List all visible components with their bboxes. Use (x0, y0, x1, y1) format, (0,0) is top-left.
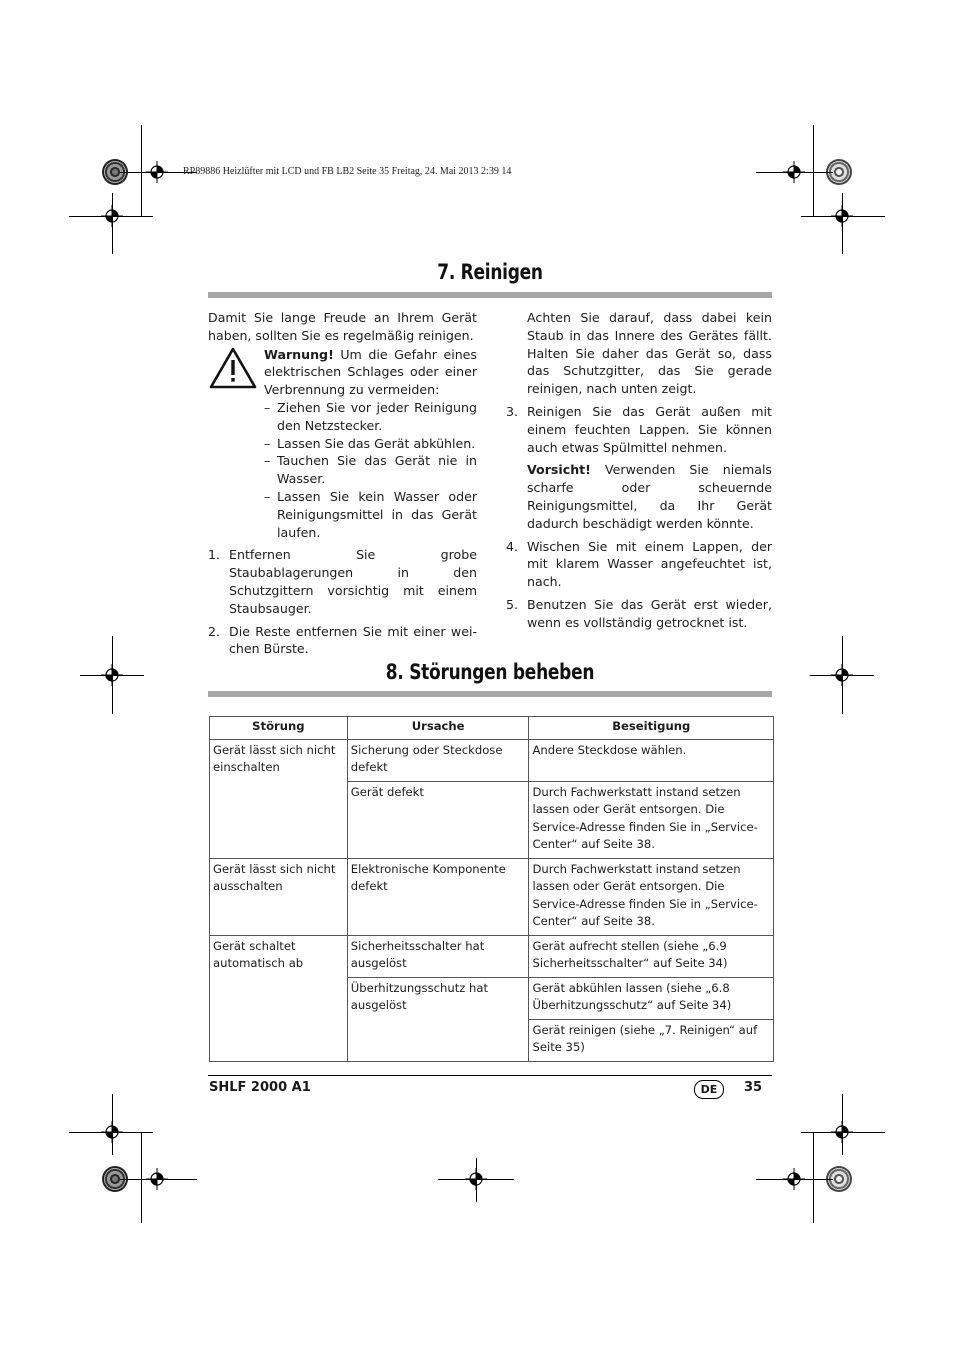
table-cell: Gerät lässt sich nicht ausschalten (210, 858, 348, 935)
table-cell: Andere Steckdose wählen. (529, 739, 774, 781)
page-number: 35 (744, 1080, 763, 1095)
warning-paragraph (264, 346, 477, 399)
caution-text: Verwenden Sie niemals scharfe oder scheuernde Reinigungsmittel, da Ihr Gerät dadurch beschädigt werden könnte. (527, 462, 772, 531)
warning-item: – Lassen Sie kein Wasser oder Reinigungsmittel in das Gerät laufen. (264, 488, 477, 540)
table-cell: Sicherung oder Steckdose defekt (347, 739, 529, 781)
warning-item: – Tauchen Sie das Gerät nie in Wasser. (264, 453, 477, 487)
section-7-rule (208, 292, 772, 298)
crosshair-icon (146, 161, 168, 183)
column-header: Ursache (347, 717, 529, 740)
table-cell: Durch Fachwerkstatt instand setzen lassen oder Gerät entsorgen. Die Service-Adresse finden Sie in „Service-Center“ auf Seite 38. (529, 858, 774, 935)
warning-triangle-icon (208, 346, 258, 390)
warning-label: Warnung! (264, 346, 334, 362)
warning-block (208, 346, 477, 542)
crosshair-icon (783, 161, 805, 183)
caution-label: Vorsicht! (527, 462, 591, 478)
crosshair-icon (783, 1168, 805, 1190)
table-cell: Gerät reinigen (siehe „7. Reinigen“ auf Seite 35) (529, 1019, 774, 1061)
intro-paragraph: Damit Sie lange Freude an Ihrem Gerät haben, sollten Sie es regelmäßig reinigen. (208, 310, 477, 343)
step-1: 1. Entfernen Sie grobe Staubablagerungen in den Schutzgittern vorsichtig mit einem Staubsauger. (208, 547, 477, 616)
crosshair-icon (101, 205, 123, 227)
table-header-row (210, 717, 774, 740)
column-header: Störung (210, 717, 348, 740)
step-4: 4. Wischen Sie mit einem Lappen, der mit klarem Wasser angefeuchtet ist, nach. (506, 538, 772, 590)
print-header: RP89886 Heizlüfter mit LCD und FB LB2 Seite 35 Freitag, 24. Mai 2013 2:39 14 (183, 166, 512, 177)
table-cell: Überhitzungsschutz hat ausgelöst (347, 977, 529, 1061)
table-cell: Elektronische Komponente defekt (347, 858, 529, 935)
warning-text: Um die Gefahr eines elektrischen Schlages oder einer Verbrennung zu vermeiden: (264, 346, 477, 398)
right-intro-paragraph: Achten Sie darauf, dass dabei kein Staub in das Innere des Gerätes fällt. Halten Sie daher das Gerät so, dass das Schutzgitter, das Sie gerade reinigen, nach unten zeigt. (527, 310, 772, 397)
crosshair-icon (831, 664, 853, 686)
table-row (210, 935, 774, 977)
crosshair-icon (146, 1168, 168, 1190)
table-row (210, 739, 774, 781)
footer-rule (208, 1075, 772, 1076)
footer-model: SHLF 2000 A1 (209, 1080, 311, 1095)
language-badge: DE (694, 1080, 724, 1099)
left-column (208, 309, 477, 658)
step-3: 3. Reinigen Sie das Gerät außen mit einem feuchten Lappen. Sie können auch etwas Spülmittel nehmen. (506, 403, 772, 455)
crosshair-icon (831, 1121, 853, 1143)
section-8-rule (208, 691, 772, 697)
troubleshooting-table (209, 716, 774, 1062)
section-8-title: 8. Störungen beheben (385, 660, 595, 684)
caution-paragraph (506, 461, 772, 532)
right-column (506, 309, 772, 632)
warning-item: – Lassen Sie das Gerät abkühlen. (264, 435, 476, 451)
table-row (210, 858, 774, 935)
table-cell: Gerät schaltet automatisch ab (210, 935, 348, 1061)
table-cell: Durch Fachwerkstatt instand setzen lassen oder Gerät entsorgen. Die Service-Adresse finden Sie in „Service-Center“ auf Seite 38. (529, 781, 774, 858)
step-5: 5. Benutzen Sie das Gerät erst wieder, wenn es vollständig getrocknet ist. (506, 596, 772, 630)
section-7-title: 7. Reinigen (437, 260, 543, 284)
crosshair-icon (465, 1168, 487, 1190)
table-cell: Gerät defekt (347, 781, 529, 858)
table-cell: Gerät abkühlen lassen (siehe „6.8 Überhitzungsschutz“ auf Seite 34) (529, 977, 774, 1019)
table-cell: Gerät lässt sich nicht einschalten (210, 739, 348, 858)
crosshair-icon (101, 1121, 123, 1143)
table-cell: Gerät aufrecht stellen (siehe „6.9 Sicherheitsschalter“ auf Seite 34) (529, 935, 774, 977)
crosshair-icon (101, 664, 123, 686)
crosshair-icon (831, 205, 853, 227)
column-header: Beseitigung (529, 717, 774, 740)
step-2: 2. Die Reste entfernen Sie mit einer wei-chen Bürste. (208, 623, 477, 657)
table-cell: Sicherheitsschalter hat ausgelöst (347, 935, 529, 977)
warning-item: – Ziehen Sie vor jeder Reinigung den Netzstecker. (264, 399, 477, 433)
